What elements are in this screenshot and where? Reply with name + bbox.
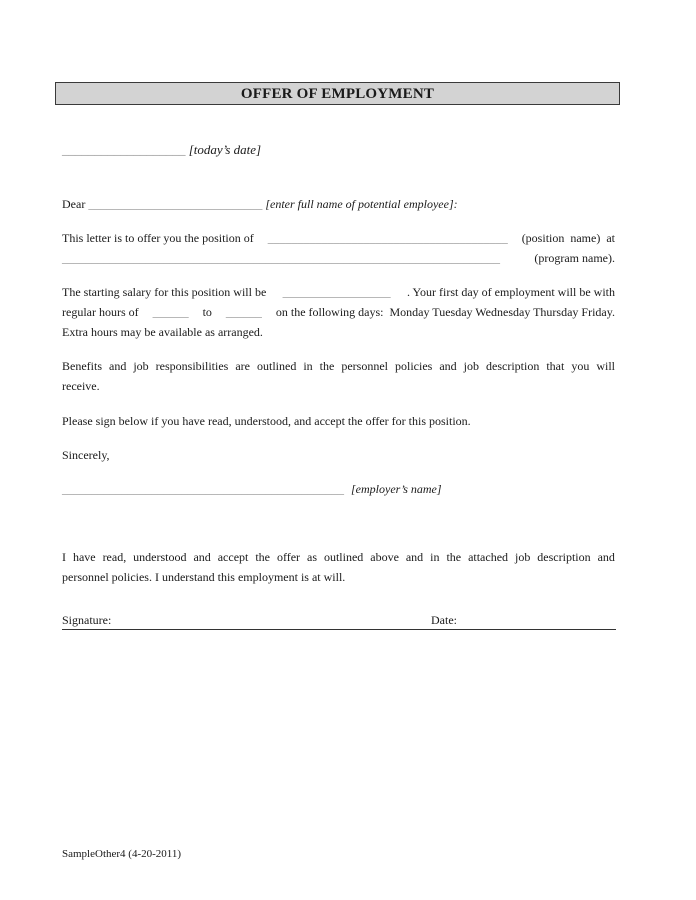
benefits-word: outlined: [257, 359, 297, 373]
date-line: [62, 140, 615, 160]
extra-hours-line: Extra hours may be available as arranged.: [62, 325, 263, 339]
benefits-word: in: [303, 359, 313, 373]
program-line: [62, 248, 615, 268]
hours-text-1: regular hours of: [62, 305, 139, 319]
benefits-line-1: [62, 356, 615, 376]
acceptance-word: offer: [276, 550, 301, 564]
hours-text-2: on the following days: Monday Tuesday Wednesday Thursday Friday.: [275, 305, 615, 319]
acceptance-word: accept: [217, 550, 249, 564]
salary-text-1: The starting salary for this position will be: [62, 285, 267, 299]
hours-line: [62, 302, 615, 322]
benefits-words: [62, 356, 615, 376]
acceptance-word: and: [597, 550, 615, 564]
acceptance-word: outlined: [323, 550, 364, 564]
date-hint: [today’s date]: [188, 142, 262, 157]
benefits-line-2: receive.: [62, 379, 100, 393]
benefits-word: the: [319, 359, 335, 373]
benefits-word: that: [546, 359, 565, 373]
acceptance-line-2: personnel policies. I understand this employment is at will.: [62, 570, 346, 584]
benefits-word: you: [571, 359, 590, 373]
acceptance-word: understood: [133, 550, 187, 564]
acceptance-word: above: [370, 550, 399, 564]
position-blank[interactable]: ________________________________________: [267, 231, 508, 245]
acceptance-word: have: [72, 550, 96, 564]
document-footer: SampleOther4 (4-20-2011): [62, 848, 182, 860]
benefits-word: will: [596, 359, 615, 373]
signature-date-label: Date:: [431, 613, 457, 627]
acceptance-word: and: [193, 550, 211, 564]
benefits-word: and: [109, 359, 127, 373]
acceptance-word: read,: [102, 550, 127, 564]
employer-line: [62, 479, 615, 499]
benefits-word: policies: [395, 359, 433, 373]
acceptance-line-1: [62, 547, 615, 567]
benefits-word: personnel: [341, 359, 388, 373]
acceptance-word: I: [62, 550, 66, 564]
program-hint: (program name).: [534, 251, 615, 265]
employer-blank[interactable]: _______________________________________________: [62, 482, 344, 496]
document-title: OFFER OF EMPLOYMENT: [55, 82, 620, 105]
program-blank[interactable]: _________________________________________________________________________: [62, 251, 500, 265]
position-line: [62, 228, 615, 248]
position-intro: This letter is to offer you the position of: [62, 231, 254, 245]
signature-label: Signature:: [62, 613, 112, 627]
benefits-word: description: [486, 359, 540, 373]
signature-row[interactable]: [62, 611, 616, 630]
acceptance-word: the: [255, 550, 270, 564]
position-hint: (position name) at: [521, 231, 615, 245]
benefits-word: job: [463, 359, 479, 373]
salutation-line: [62, 194, 615, 214]
hours-to: to: [202, 305, 212, 319]
salutation: Dear: [62, 197, 86, 211]
employer-hint: [employer’s name]: [351, 482, 442, 496]
benefits-word: Benefits: [62, 359, 102, 373]
date-blank[interactable]: ___________________: [62, 142, 186, 157]
closing: Sincerely,: [62, 448, 110, 462]
hours-blank-to[interactable]: ______: [225, 305, 262, 319]
name-blank[interactable]: _____________________________: [88, 197, 263, 211]
sign-instruction: Please sign below if you have read, understood, and accept the offer for this position.: [62, 414, 471, 428]
benefits-word: and: [439, 359, 457, 373]
acceptance-word: attached: [468, 550, 509, 564]
acceptance-word: as: [307, 550, 318, 564]
benefits-word: job: [133, 359, 149, 373]
hours-blank-from[interactable]: ______: [152, 305, 189, 319]
benefits-word: are: [235, 359, 250, 373]
acceptance-word: and: [405, 550, 424, 564]
salary-line: [62, 282, 615, 302]
acceptance-word: description: [537, 550, 591, 564]
acceptance-word: in: [430, 550, 440, 564]
benefits-word: responsibilities: [155, 359, 229, 373]
acceptance-word: job: [515, 550, 531, 564]
acceptance-words: [62, 547, 615, 567]
name-hint: [enter full name of potential employee]:: [265, 197, 458, 211]
salary-text-2: . Your first day of employment will be with: [407, 285, 615, 299]
acceptance-word: the: [446, 550, 462, 564]
salary-blank[interactable]: __________________: [282, 285, 391, 299]
